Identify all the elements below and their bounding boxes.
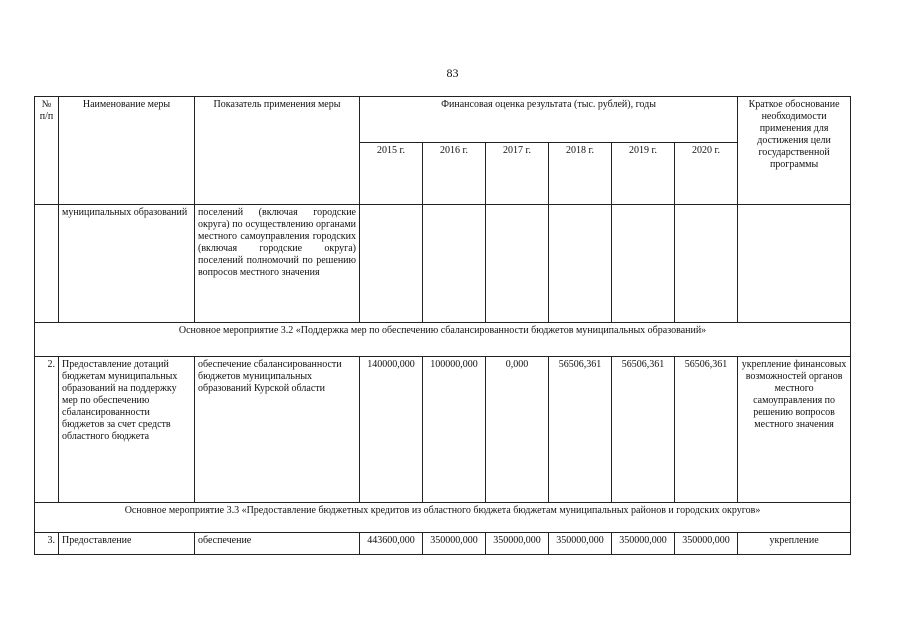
section-3-2-title: Основное мероприятие 3.2 «Поддержка мер по обеспечению сбалансированности бюджетов муниципальных образований» bbox=[35, 323, 851, 357]
row-3-value-2019: 350000,000 bbox=[612, 533, 675, 555]
table-row-3 bbox=[35, 533, 851, 555]
year-2019: 2019 г. bbox=[612, 143, 675, 205]
continuation-measure: муниципальных образований bbox=[59, 205, 195, 323]
continuation-cell-2016 bbox=[423, 205, 486, 323]
section-3-3-title: Основное мероприятие 3.3 «Предоставление бюджетных кредитов из областного бюджета бюджетам муниципальных районов и городских округов» bbox=[35, 503, 851, 533]
row-2-num: 2. bbox=[35, 357, 59, 503]
header-row bbox=[35, 97, 851, 143]
row-3-reason: укрепление bbox=[738, 533, 851, 555]
row-2-value-2018: 56506,361 bbox=[549, 357, 612, 503]
header-reason: Краткое обоснование необходимости применения для достижения цели государственной программы bbox=[738, 97, 851, 205]
row-2-value-2016: 100000,000 bbox=[423, 357, 486, 503]
row-3-value-2020: 350000,000 bbox=[675, 533, 738, 555]
continuation-reason bbox=[738, 205, 851, 323]
header-financial: Финансовая оценка результата (тыс. рублей), годы bbox=[360, 97, 738, 143]
row-2-reason: укрепление финансовых возможностей органов местного самоуправления по решению вопросов местного значения bbox=[738, 357, 851, 503]
section-row-3-2 bbox=[35, 323, 851, 357]
year-2017: 2017 г. bbox=[486, 143, 549, 205]
row-3-value-2018: 350000,000 bbox=[549, 533, 612, 555]
measures-table bbox=[34, 96, 851, 555]
continuation-cell-2015 bbox=[360, 205, 423, 323]
row-3-num: 3. bbox=[35, 533, 59, 555]
row-2-value-2017: 0,000 bbox=[486, 357, 549, 503]
row-3-value-2015: 443600,000 bbox=[360, 533, 423, 555]
row-3-indicator: обеспечение bbox=[195, 533, 360, 555]
row-2-indicator: обеспечение сбалансированности бюджетов муниципальных образований Курской области bbox=[195, 357, 360, 503]
continuation-cell-2020 bbox=[675, 205, 738, 323]
continuation-cell-2018 bbox=[549, 205, 612, 323]
continuation-cell-2017 bbox=[486, 205, 549, 323]
header-indicator: Показатель применения меры bbox=[195, 97, 360, 205]
table-row-2 bbox=[35, 357, 851, 503]
continuation-num bbox=[35, 205, 59, 323]
year-2016: 2016 г. bbox=[423, 143, 486, 205]
row-2-value-2019: 56506,361 bbox=[612, 357, 675, 503]
row-3-value-2017: 350000,000 bbox=[486, 533, 549, 555]
continuation-cell-2019 bbox=[612, 205, 675, 323]
year-2018: 2018 г. bbox=[549, 143, 612, 205]
header-measure: Наименование меры bbox=[59, 97, 195, 205]
row-3-value-2016: 350000,000 bbox=[423, 533, 486, 555]
row-2-measure: Предоставление дотаций бюджетам муниципальных образований на поддержку мер по обеспечению сбалансированности бюджетов за счет средств областного бюджета bbox=[59, 357, 195, 503]
row-3-measure: Предоставление bbox=[59, 533, 195, 555]
section-row-3-3 bbox=[35, 503, 851, 533]
page-number: 83 bbox=[446, 66, 459, 80]
year-2020: 2020 г. bbox=[675, 143, 738, 205]
continuation-row bbox=[35, 205, 851, 323]
header-num: № п/п bbox=[35, 97, 59, 205]
year-2015: 2015 г. bbox=[360, 143, 423, 205]
row-2-value-2015: 140000,000 bbox=[360, 357, 423, 503]
continuation-indicator: поселений (включая городские округа) по осуществлению органами местного самоуправления городских (включая городские округа) поселений полномочий по решению вопросов местного значения bbox=[195, 205, 360, 323]
row-2-value-2020: 56506,361 bbox=[675, 357, 738, 503]
